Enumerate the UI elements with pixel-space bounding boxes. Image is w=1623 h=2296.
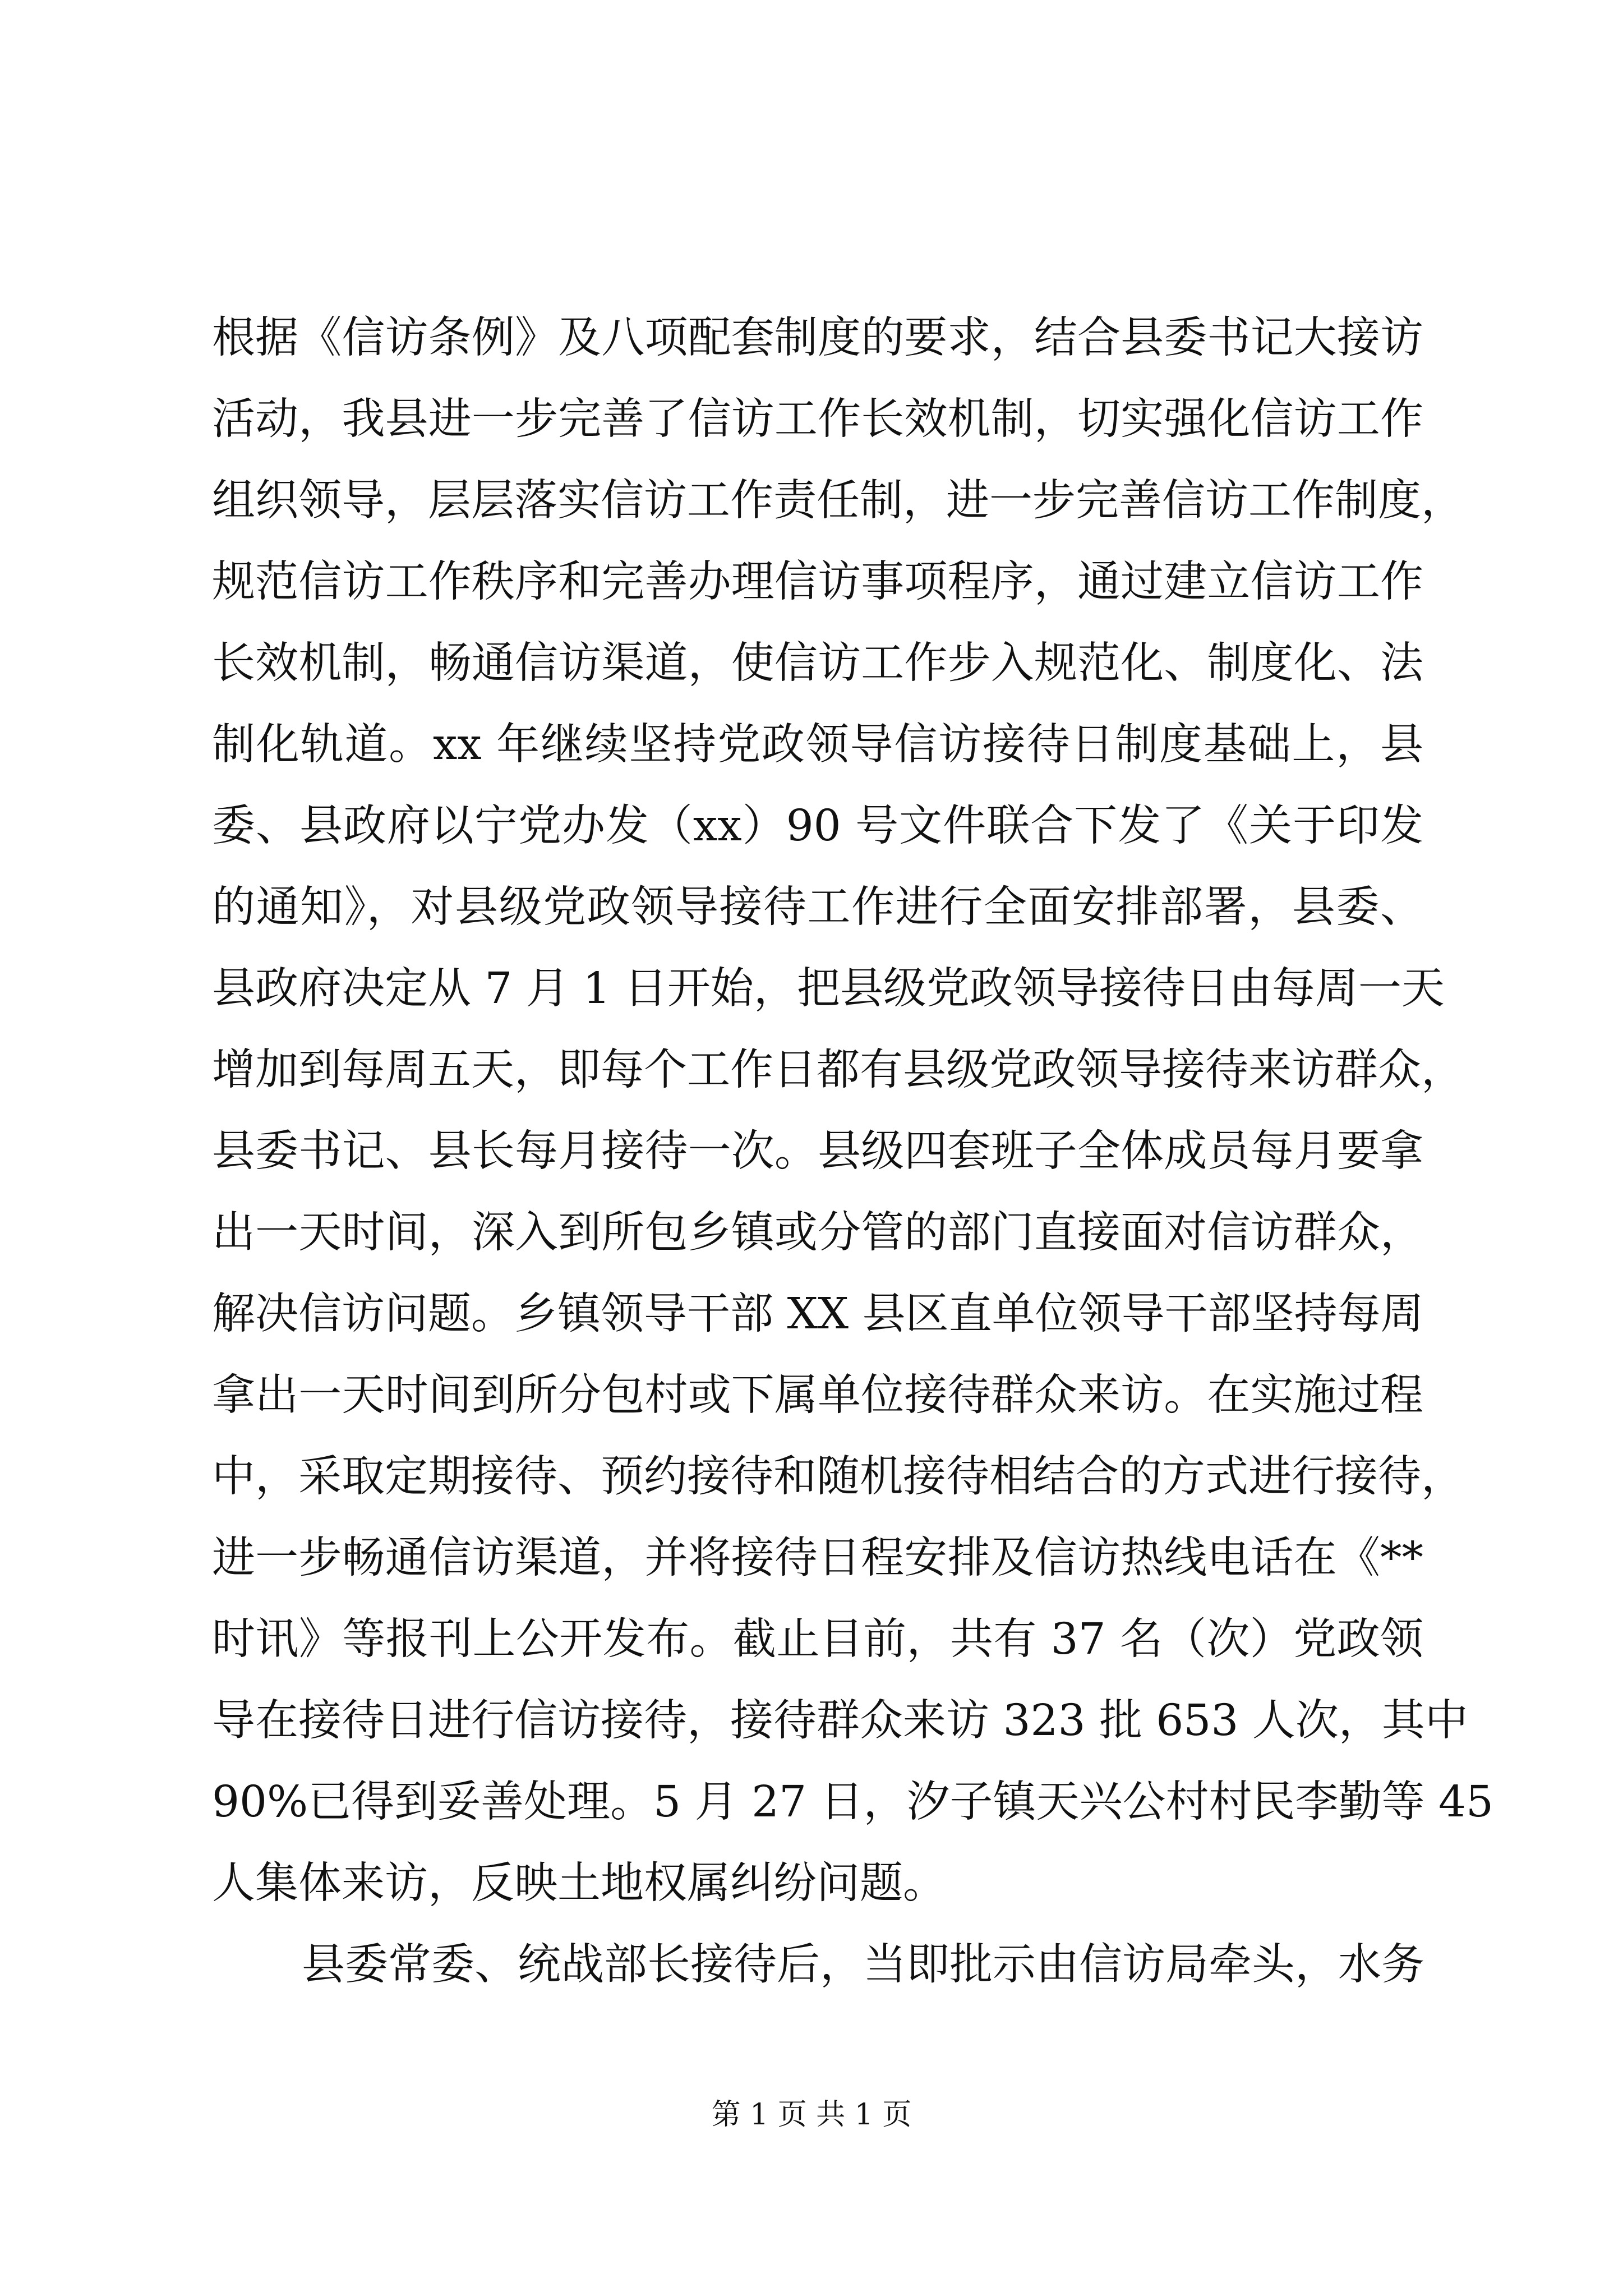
- paragraph-2: [212, 1924, 1423, 2005]
- text-line: 委、县政府以宁党办发（xx）90 号文件联合下发了《关于印发: [212, 801, 1423, 851]
- text-line: 长效机制，畅通信访渠道，使信访工作步入规范化、制度化、法: [212, 638, 1423, 688]
- page-number-label: 第 1 页 共 1 页: [711, 2098, 912, 2132]
- text-line: 人集体来访，反映土地权属纠纷问题。: [212, 1858, 946, 1908]
- text-line: 活动，我县进一步完善了信访工作长效机制，切实强化信访工作: [212, 394, 1423, 444]
- text-line: 拿出一天时间到所分包村或下属单位接待群众来访。在实施过程: [212, 1370, 1423, 1420]
- text-line: 解决信访问题。乡镇领导干部 XX 县区直单位领导干部坚持每周: [212, 1289, 1424, 1339]
- document-body: [212, 297, 1493, 2005]
- text-line: 县委常委、统战部长接待后，当即批示由信访局牵头，水务: [302, 1940, 1424, 1990]
- text-line: 90%已得到妥善处理。5 月 27 日，汐子镇天兴公村村民李勤等 45: [212, 1777, 1493, 1827]
- text-line: 导在接待日进行信访接待，接待群众来访 323 批 653 人次，其中: [212, 1696, 1468, 1746]
- text-line: 组织领导，层层落实信访工作责任制，进一步完善信访工作制度，: [212, 476, 1464, 526]
- text-line: 时讯》等报刊上公开发布。截止目前，共有 37 名（次）党政领: [212, 1614, 1423, 1664]
- text-line: 根据《信访条例》及八项配套制度的要求，结合县委书记大接访: [212, 313, 1423, 363]
- text-line: 的通知》，对县级党政领导接待工作进行全面安排部署，县委、: [212, 882, 1423, 932]
- paragraph-1: [212, 297, 1493, 1924]
- page-footer: [0, 2095, 1623, 2134]
- text-line: 规范信访工作秩序和完善办理信访事项程序，通过建立信访工作: [212, 557, 1423, 607]
- text-line: 增加到每周五天，即每个工作日都有县级党政领导接待来访群众，: [212, 1045, 1464, 1095]
- text-line: 中，采取定期接待、预约接待和随机接待相结合的方式进行接待，: [212, 1452, 1464, 1502]
- text-line: 出一天时间，深入到所包乡镇或分管的部门直接面对信访群众，: [212, 1208, 1423, 1258]
- text-line: 县政府决定从 7 月 1 日开始，把县级党政领导接待日由每周一天: [212, 964, 1445, 1014]
- text-line: 制化轨道。xx 年继续坚持党政领导信访接待日制度基础上，县: [212, 720, 1423, 770]
- text-line: 进一步畅通信访渠道，并将接待日程安排及信访热线电话在《**: [212, 1533, 1423, 1583]
- text-line: 县委书记、县长每月接待一次。县级四套班子全体成员每月要拿: [212, 1126, 1423, 1176]
